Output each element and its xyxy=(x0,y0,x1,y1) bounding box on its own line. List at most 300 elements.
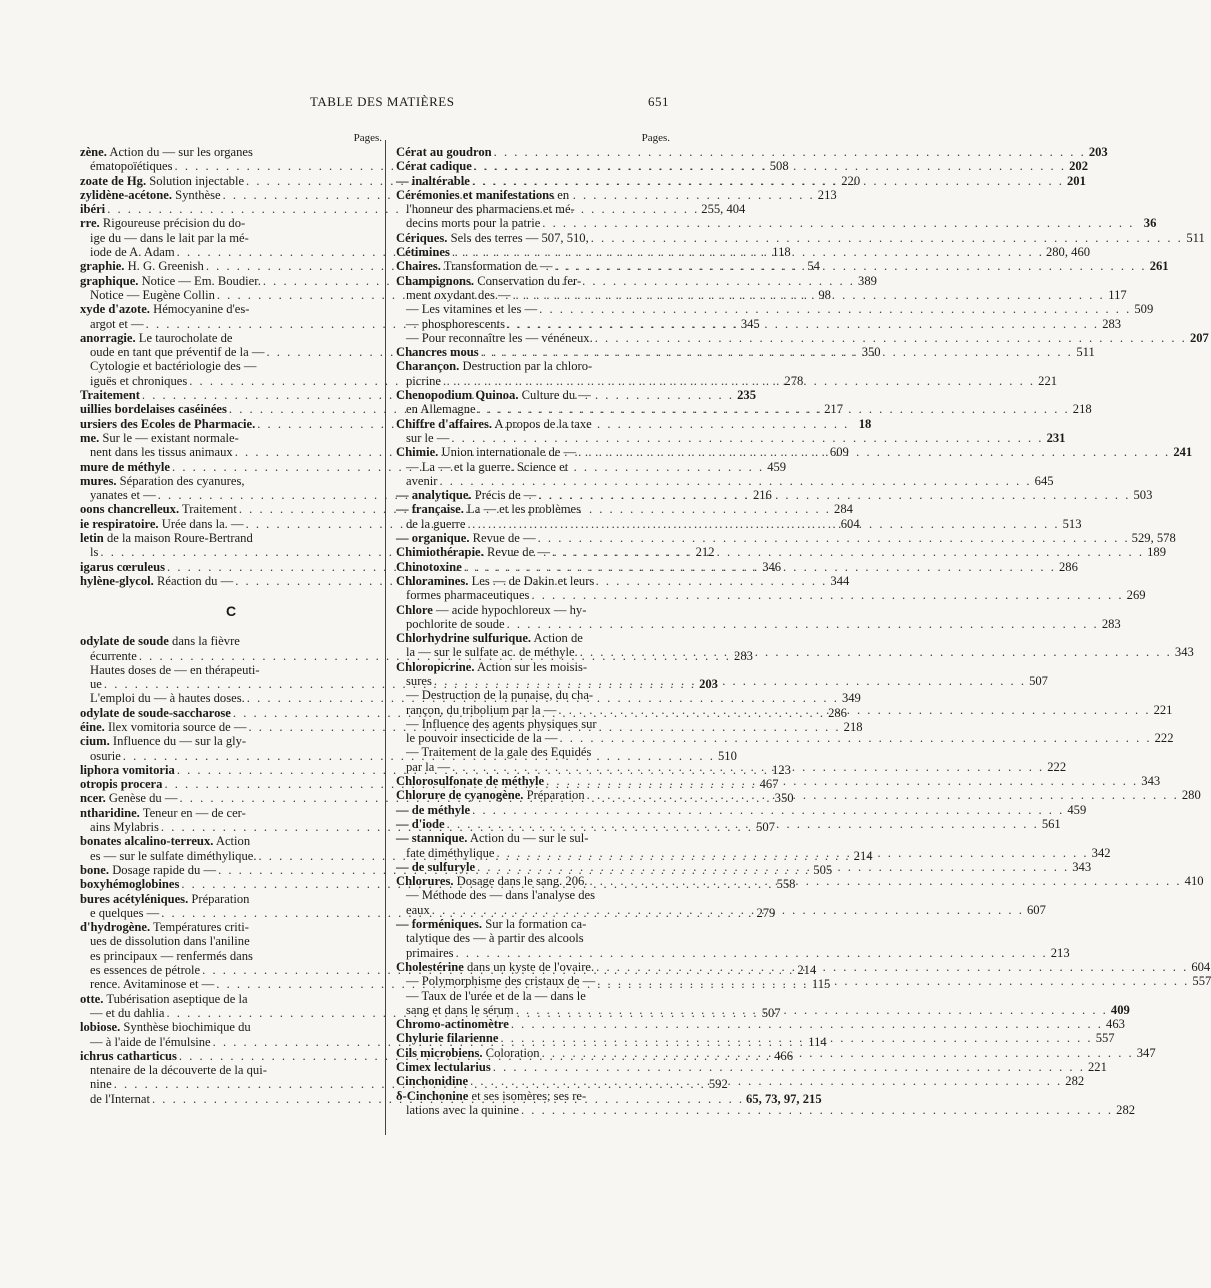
entry-term: anorragie. xyxy=(80,330,136,345)
entry-description: Culture du — xyxy=(518,388,591,403)
index-entry xyxy=(80,848,873,863)
entry-text xyxy=(80,1063,267,1077)
dot-leader xyxy=(596,960,1188,974)
page-reference: 213 xyxy=(817,187,837,202)
entry-term: odylate de soude-saccharose xyxy=(80,705,231,720)
entry-term: letin xyxy=(80,531,104,546)
entry-description: es principaux — renfermés dans xyxy=(90,948,253,963)
index-entry xyxy=(396,388,670,402)
dot-leader xyxy=(451,431,1043,445)
entry-text xyxy=(80,216,245,230)
entry-term: bures acétyléniques. xyxy=(80,891,189,906)
entry-term: — analytique. xyxy=(396,488,472,503)
entry-description: Revue de — xyxy=(483,545,550,560)
page-reference: 202 xyxy=(1069,159,1088,174)
entry-description: Solution injectable xyxy=(146,173,245,188)
entry-term: ntharidine. xyxy=(80,805,140,820)
index-entry xyxy=(80,949,382,963)
entry-text xyxy=(396,331,593,345)
dot-leader xyxy=(597,974,1189,988)
entry-description: ains Mylabris xyxy=(90,820,159,835)
entry-text xyxy=(396,1046,540,1060)
entry-text xyxy=(80,288,215,302)
dot-leader xyxy=(595,331,1187,345)
dot-leader xyxy=(501,1031,1093,1045)
entry-term: Chenopodium Quinoa. xyxy=(396,388,519,403)
entry-description: — Traitement de la gale des Equidés xyxy=(406,745,592,760)
entry-description: Revue de — xyxy=(469,531,536,546)
entry-text xyxy=(80,663,260,677)
dot-leader xyxy=(472,174,1064,188)
entry-text xyxy=(396,474,437,488)
entry-term: ie respiratoire. xyxy=(80,516,159,531)
entry-term: graphie. xyxy=(80,259,125,274)
dot-leader xyxy=(477,860,1069,874)
index-entry xyxy=(396,359,670,373)
page-reference: 609 xyxy=(829,445,849,460)
entry-text xyxy=(80,317,144,331)
page-reference: 54 xyxy=(807,259,820,274)
page-reference: 36 xyxy=(1143,216,1157,231)
index-entry xyxy=(80,474,382,488)
dot-leader xyxy=(452,245,1044,259)
entry-text xyxy=(396,846,494,860)
dot-leader xyxy=(452,760,1044,774)
entry-description: ls xyxy=(90,545,99,560)
entry-text xyxy=(396,760,450,774)
index-entry xyxy=(396,302,1154,317)
entry-description: Préparation xyxy=(188,891,250,906)
entry-text xyxy=(80,777,162,791)
entry-text xyxy=(396,617,505,631)
entry-term: Cérémonies et manifestations xyxy=(396,187,555,202)
entry-term: Chloropicrine. xyxy=(396,659,475,674)
entry-text xyxy=(396,302,537,316)
entry-description: es — sur le sulfate diméthylique. xyxy=(90,848,257,863)
entry-text xyxy=(80,460,170,474)
page-title: TABLE DES MATIÈRES xyxy=(310,94,455,109)
index-entry xyxy=(396,145,1108,159)
entry-text xyxy=(80,488,156,502)
entry-description: Action du — sur le sul- xyxy=(467,831,589,846)
index-entry xyxy=(80,145,382,159)
index-entry xyxy=(396,931,670,945)
index-entry xyxy=(80,663,382,677)
dot-leader xyxy=(589,874,1181,888)
entry-description: Traitement xyxy=(179,502,237,517)
entry-text xyxy=(396,831,588,845)
entry-description: de l'Internat xyxy=(90,1091,150,1106)
index-entry xyxy=(80,231,382,245)
entry-description: Conservation du fer- xyxy=(474,273,582,288)
entry-text xyxy=(80,691,245,705)
entry-description: La — et les problèmes xyxy=(463,502,582,517)
entry-text xyxy=(396,717,597,731)
index-entry xyxy=(80,359,382,373)
page-reference: 222 xyxy=(1047,759,1067,774)
entry-description: Ilex vomitoria source de — xyxy=(104,719,247,734)
entry-term: Chaires. xyxy=(396,259,441,274)
page-reference: 508 xyxy=(769,159,789,174)
entry-description: Rigoureuse précision du do- xyxy=(99,216,246,231)
entry-description: de la maison Roure-Bertrand xyxy=(103,531,253,546)
entry-term: d'hydrogène. xyxy=(80,920,151,935)
page-reference: 459 xyxy=(767,459,787,474)
entry-description: e quelques — xyxy=(90,905,160,920)
page-reference: 286 xyxy=(828,705,847,720)
entry-text xyxy=(80,145,253,159)
entry-text xyxy=(80,734,246,748)
entry-text xyxy=(396,1031,499,1045)
index-entry xyxy=(396,1017,1125,1032)
entry-text xyxy=(80,992,248,1006)
dot-leader xyxy=(443,374,1035,388)
index-entry xyxy=(80,734,382,748)
page-reference: 207 xyxy=(1189,330,1209,345)
entry-description: — Pour reconnaître les — vénéneux. xyxy=(406,330,593,345)
dot-leader xyxy=(546,774,1138,788)
page-reference: 286 xyxy=(1058,559,1078,574)
entry-description: Synthèse xyxy=(171,187,221,202)
entry-term: Chylurie filarienne xyxy=(396,1031,499,1046)
entry-text xyxy=(80,331,232,345)
entry-description: — et du dahlia xyxy=(90,1005,165,1020)
page-reference: 557 xyxy=(1095,1031,1115,1046)
entry-term: Cérat au goudron xyxy=(396,145,492,159)
entry-text xyxy=(80,359,256,373)
index-entry xyxy=(396,588,1146,603)
entry-term: me. xyxy=(80,430,100,445)
entry-description: rence. Avitaminose et — xyxy=(90,977,215,992)
index-entry xyxy=(80,531,382,545)
dot-leader xyxy=(478,402,1070,416)
entry-text xyxy=(396,688,593,702)
entry-text xyxy=(80,877,179,891)
page-reference: 214 xyxy=(853,848,873,863)
entry-term: ursiers des Ecoles de Pharmacie. xyxy=(80,416,256,431)
entry-term: Chimiothérapie. xyxy=(396,545,484,560)
entry-text xyxy=(80,920,249,934)
entry-term: ichrus catharticus xyxy=(80,1048,177,1063)
entry-term: Cinchonidine xyxy=(396,1074,469,1089)
entry-text xyxy=(396,317,505,331)
running-header xyxy=(0,94,800,114)
entry-text xyxy=(80,545,98,559)
entry-term: Chlorures. xyxy=(396,874,454,889)
page-reference: 65, 73, 97, 215 xyxy=(746,1091,822,1106)
page-reference: 459 xyxy=(1067,802,1087,817)
entry-description: en xyxy=(554,187,570,202)
entry-term: — française. xyxy=(396,502,464,517)
entry-term: Chlorhydrine sulfurique. xyxy=(396,631,532,646)
page-reference: 221 xyxy=(1038,373,1058,388)
page-reference: 269 xyxy=(1126,588,1146,603)
entry-text xyxy=(396,402,476,416)
index-entry xyxy=(396,1060,1107,1074)
entry-term: oons chancrelleux. xyxy=(80,502,180,517)
entry-term: Chinotoxine xyxy=(396,559,462,574)
entry-description: Synthèse biochimique du xyxy=(120,1020,251,1035)
page-reference: 189 xyxy=(1147,545,1166,560)
entry-description: sur le — xyxy=(406,430,450,445)
dot-leader xyxy=(467,517,1059,531)
entry-term: Charançon. xyxy=(396,359,460,374)
entry-description: Températures criti- xyxy=(150,920,250,935)
entry-term: zoate de Hg. xyxy=(80,173,147,188)
entry-description: Notice — Eugène Collin xyxy=(90,287,215,302)
page-reference: 510 xyxy=(717,748,737,763)
entry-term: δ-Cinchonine xyxy=(396,1088,469,1103)
entry-description: par la — xyxy=(406,759,451,774)
index-entry xyxy=(396,216,1157,231)
entry-description: — Taux de l'urée et de la — dans le xyxy=(406,988,586,1003)
entry-text xyxy=(80,634,240,648)
index-entry xyxy=(396,230,1205,245)
entry-text xyxy=(396,931,584,945)
entry-description: — à l'aide de l'émulsine xyxy=(90,1034,211,1049)
entry-text xyxy=(80,820,159,834)
page-reference: 278 xyxy=(784,373,804,388)
index-entry xyxy=(396,574,670,588)
index-entry xyxy=(396,731,1174,746)
entry-term: lobiose. xyxy=(80,1020,121,1035)
dot-leader xyxy=(507,617,1099,631)
entry-description: eaux xyxy=(406,902,430,917)
entry-text xyxy=(396,703,556,717)
page-reference: 513 xyxy=(1062,516,1082,531)
entry-description: Coloration xyxy=(482,1045,540,1060)
entry-term: ncer. xyxy=(80,791,106,806)
entry-text xyxy=(80,274,261,288)
entry-text xyxy=(396,631,583,645)
entry-description: Genèse du — xyxy=(105,791,178,806)
entry-text xyxy=(396,174,470,188)
entry-term: — de méthyle xyxy=(396,802,471,817)
page-reference: 607 xyxy=(1026,902,1046,917)
page-number: 651 xyxy=(648,94,669,109)
entry-description: Union internationale de — xyxy=(438,445,577,460)
dot-leader xyxy=(538,531,1130,545)
entry-term: zylidène-acétone. xyxy=(80,187,172,202)
dot-leader xyxy=(531,588,1123,602)
entry-text xyxy=(396,903,430,917)
page-reference: 346 xyxy=(762,559,782,574)
entry-term: Cériques. xyxy=(396,230,448,245)
entry-description: pochlorite de soude xyxy=(406,616,505,631)
entry-term: bonates alcalino-terreux. xyxy=(80,834,214,849)
entry-description: iguës et chroniques xyxy=(90,373,188,388)
entry-term: éine. xyxy=(80,719,105,734)
entry-term: boxyhémoglobines xyxy=(80,877,180,892)
page-reference: 511 xyxy=(1076,345,1095,360)
entry-text xyxy=(80,749,121,763)
entry-text xyxy=(396,502,581,516)
entry-description: iode de A. Adam xyxy=(90,245,175,260)
entry-text xyxy=(396,374,441,388)
entry-text xyxy=(80,245,175,259)
entry-description: decins morts pour la patrie xyxy=(406,216,541,231)
entry-description: osurie xyxy=(90,748,121,763)
entry-term: Chimie. xyxy=(396,445,439,460)
entry-text xyxy=(80,963,200,977)
entry-description: Action du — sur les organes xyxy=(106,145,253,159)
entry-text xyxy=(80,1035,211,1049)
index-entry xyxy=(396,888,670,902)
entry-text xyxy=(80,502,237,516)
index-entry xyxy=(396,831,670,845)
page-reference: 98 xyxy=(818,287,831,302)
dot-leader xyxy=(511,1017,1103,1031)
page-reference: 505 xyxy=(813,862,833,877)
entry-description: Tubérisation aseptique de la xyxy=(103,991,248,1006)
dot-leader xyxy=(507,317,1099,331)
index-entry xyxy=(80,920,382,934)
entry-text xyxy=(396,645,578,659)
page-reference: 410 xyxy=(1184,874,1204,889)
entry-text xyxy=(80,445,233,459)
page-reference: 221 xyxy=(1153,702,1173,717)
entry-text xyxy=(396,188,569,202)
entry-description: avenir xyxy=(406,473,438,488)
entry-description: et ses isomères; ses re- xyxy=(468,1088,587,1103)
entry-description: en Allemagne xyxy=(406,402,476,417)
entry-text xyxy=(80,763,175,777)
dot-leader xyxy=(494,145,1086,159)
entry-text xyxy=(396,245,450,259)
index-entry xyxy=(396,603,670,617)
entry-text xyxy=(80,531,253,545)
entry-description: argot et — xyxy=(90,316,144,331)
entry-text xyxy=(80,302,249,316)
entry-description: ige du — dans le lait par la mé- xyxy=(90,230,249,245)
entry-description: — phosphorescents xyxy=(406,316,505,331)
entry-text xyxy=(80,849,256,863)
page-reference: 343 xyxy=(1141,774,1161,789)
entry-description: Précis de — xyxy=(471,488,537,503)
page-reference: 241 xyxy=(1173,445,1193,460)
entry-description: ues de dissolution dans l'aniline xyxy=(90,934,250,949)
entry-description: l'honneur des pharmaciens et mé- xyxy=(406,202,575,217)
entry-description: Destruction par la chloro- xyxy=(459,359,593,374)
section-letter: C xyxy=(225,603,237,620)
page-reference: 604 xyxy=(840,516,860,531)
entry-term: Chiffre d'affaires. xyxy=(396,416,493,431)
entry-description: Les — de Dakin et leurs xyxy=(468,573,595,588)
entry-text xyxy=(396,531,536,545)
page-reference: 18 xyxy=(858,416,872,431)
entry-term: hylène-glycol. xyxy=(80,573,154,588)
entry-description: Séparation des cyanures, xyxy=(116,473,245,488)
entry-term: mure de méthyle xyxy=(80,459,171,474)
entry-text xyxy=(396,731,557,745)
entry-term: Cholestérine xyxy=(396,959,464,974)
entry-description: la — sur le sulfate ac. de méthyle. xyxy=(406,645,578,660)
entry-text xyxy=(80,560,165,574)
entry-description: le pouvoir insecticide de la — xyxy=(406,731,558,746)
entry-term: igarus cœruleus xyxy=(80,559,166,574)
entry-term: Cétimines xyxy=(396,245,450,260)
index-entry xyxy=(396,616,1121,631)
index-entry xyxy=(80,634,382,648)
entry-description: Hémocyanine d'es- xyxy=(149,302,250,317)
entry-text xyxy=(396,431,449,445)
index-entry xyxy=(396,989,670,1003)
entry-text xyxy=(80,863,216,877)
entry-description: — acide hypochloreux — hy- xyxy=(432,602,587,617)
entry-description: primaires xyxy=(406,945,454,960)
entry-text xyxy=(396,345,479,359)
index-entry xyxy=(396,802,1087,817)
page-reference: 389 xyxy=(858,273,877,288)
index-entry xyxy=(396,460,670,474)
index-entry xyxy=(80,892,382,906)
dot-leader xyxy=(558,703,1150,717)
page-reference: 561 xyxy=(1041,816,1061,831)
entry-text xyxy=(396,560,462,574)
dot-leader xyxy=(578,445,1170,459)
entry-text xyxy=(80,791,177,805)
page-reference: 118 xyxy=(772,245,791,260)
index-entry xyxy=(80,431,382,445)
entry-term: — stannique. xyxy=(396,831,468,846)
page-reference: 279 xyxy=(756,905,776,920)
entry-term: liphora vomitoria xyxy=(80,762,175,777)
page-reference: 503 xyxy=(1133,488,1153,503)
dot-leader xyxy=(432,903,1024,917)
entry-text xyxy=(396,946,454,960)
page-reference: 214 xyxy=(797,963,817,978)
entry-text xyxy=(396,545,550,559)
entry-term: Chlorosulfonate de méthyle xyxy=(396,774,545,789)
entry-text xyxy=(396,574,594,588)
entry-description: écurrente xyxy=(90,648,137,663)
entry-text xyxy=(396,231,589,245)
page-reference: 350 xyxy=(861,345,881,360)
index-entry xyxy=(396,745,670,759)
entry-description: fate diméthylique xyxy=(406,845,495,860)
page-reference: 220 xyxy=(841,173,861,188)
entry-description: Teneur en — de cer- xyxy=(139,805,246,820)
page-reference: 342 xyxy=(1091,845,1111,860)
page-reference: 511 xyxy=(1186,230,1205,245)
entry-description: — Méthode des — dans l'analyse des xyxy=(406,888,596,903)
entry-term: — d'iode xyxy=(396,816,445,831)
entry-term: graphique. xyxy=(80,273,139,288)
entry-text xyxy=(396,817,445,831)
page-reference: 466 xyxy=(774,1048,793,1063)
page-reference: 282 xyxy=(1065,1074,1085,1089)
page-reference: 507 xyxy=(761,1005,781,1020)
index-entry xyxy=(396,660,670,674)
page-reference: 255, 404 xyxy=(701,202,746,217)
index-entry xyxy=(80,216,382,230)
entry-text xyxy=(80,949,253,963)
entry-text xyxy=(396,974,595,988)
page-reference: 282 xyxy=(1116,1102,1136,1117)
entry-text xyxy=(396,517,465,531)
dot-leader xyxy=(516,1003,1108,1017)
entry-description: nine xyxy=(90,1077,112,1092)
dot-leader xyxy=(538,488,1130,502)
entry-term: uillies bordelaises caséinées xyxy=(80,402,227,417)
entry-term: — inaltérable xyxy=(396,173,470,188)
entry-text xyxy=(80,188,221,202)
entry-description: Action de xyxy=(531,631,583,646)
entry-text xyxy=(396,603,586,617)
page-reference: 212 xyxy=(695,545,715,560)
index-entry xyxy=(396,274,670,288)
entry-term: — organique. xyxy=(396,531,470,546)
